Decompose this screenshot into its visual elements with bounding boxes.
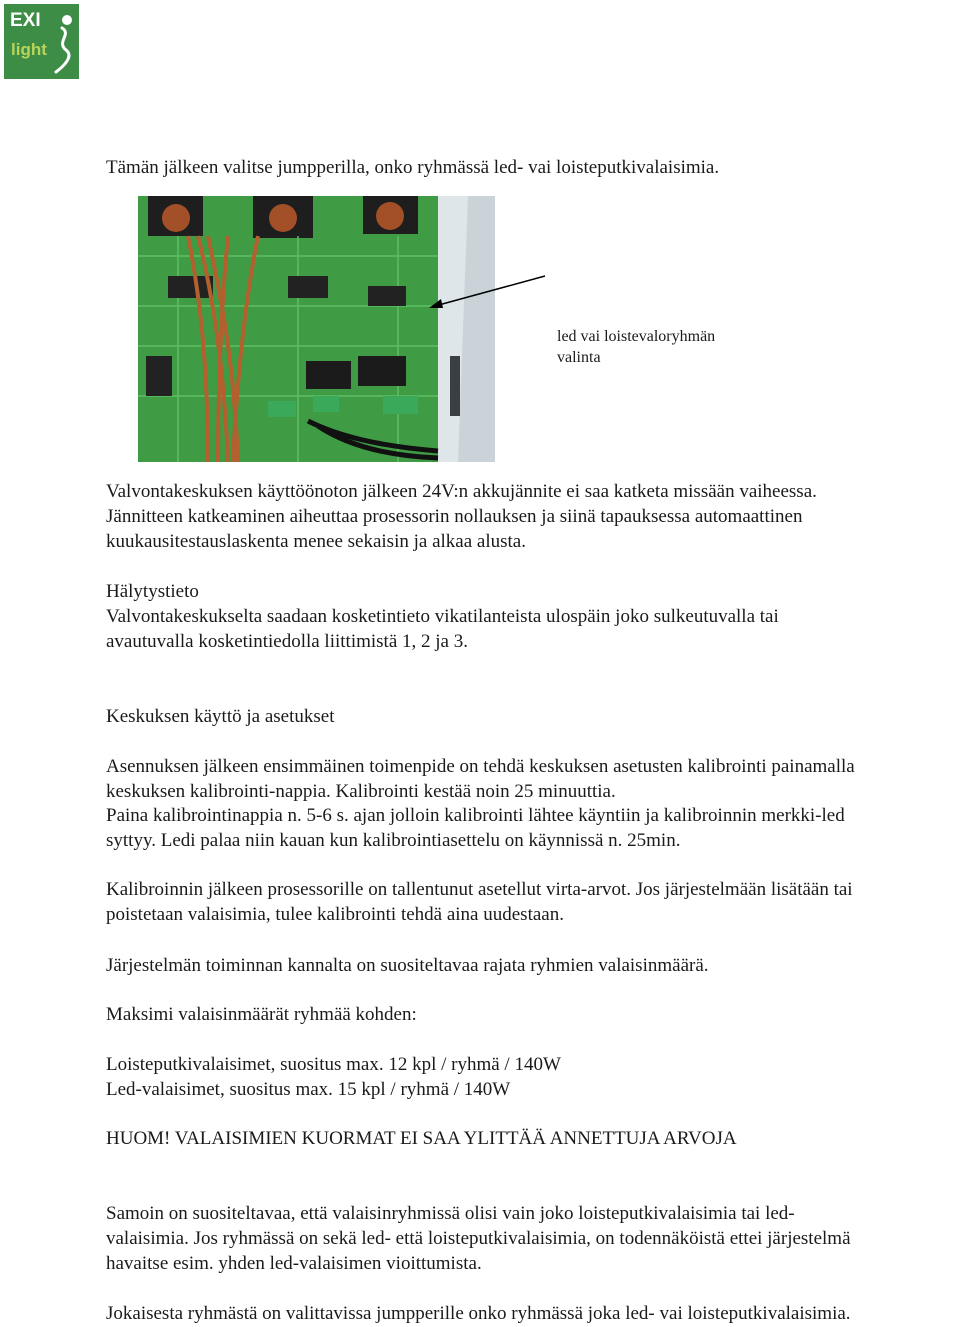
paragraph-line: Asennuksen jälkeen ensimmäinen toimenpide on tehdä keskuksen asetusten kalibrointi painamalla — [106, 756, 855, 777]
logo-dot — [62, 15, 72, 25]
paragraph-line: Valvontakeskukselta saadaan kosketintieto vikatilanteista ulospäin joko sulkeutuvalla tai — [106, 606, 779, 627]
paragraph-line: Järjestelmän toiminnan kannalta on suositeltavaa rajata ryhmien valaisinmäärä. — [106, 955, 709, 976]
logo-word-exi: EXI — [10, 10, 41, 31]
paragraph-line: Maksimi valaisinmäärät ryhmää kohden: — [106, 1004, 417, 1025]
section-heading-usage: Keskuksen käyttö ja asetukset — [106, 706, 335, 727]
paragraph-line: avautuvalla kosketintiedolla liittimistä 1, 2 ja 3. — [106, 631, 468, 652]
paragraph-line: Paina kalibrointinappia n. 5-6 s. ajan jolloin kalibrointi lähtee käyntiin ja kalibroinnin merkki-led — [106, 805, 845, 826]
paragraph-line: Kalibroinnin jälkeen prosessorille on tallentunut asetellut virta-arvot. Jos järjestelmään lisätään tai — [106, 879, 853, 900]
paragraph-line: Samoin on suositeltavaa, että valaisinryhmissä olisi vain joko loisteputkivalaisimia tai led- — [106, 1203, 795, 1224]
limit-line-led: Led-valaisimet, suositus max. 15 kpl / ryhmä / 140W — [106, 1079, 511, 1100]
limit-line-fluorescent: Loisteputkivalaisimet, suositus max. 12 kpl / ryhmä / 140W — [106, 1054, 561, 1075]
exi-light-logo — [4, 4, 79, 79]
paragraph-line: keskuksen kalibrointi-nappia. Kalibrointi kestää noin 25 minuuttia. — [106, 781, 616, 802]
section-heading-alarm: Hälytystieto — [106, 581, 199, 602]
paragraph-line: havaitse esim. yhden led-valaisimen vioittumista. — [106, 1253, 482, 1274]
paragraph-line: kuukausitestauslaskenta menee sekaisin ja alkaa alusta. — [106, 531, 526, 552]
paragraph-line: Valvontakeskuksen käyttöönoton jälkeen 24V:n akkujännite ei saa katketa missään vaiheessa. — [106, 481, 817, 502]
circuit-board-photo — [138, 196, 495, 462]
photo-caption-line1: led vai loistevaloryhmän — [557, 328, 716, 345]
paragraph-line: syttyy. Ledi palaa niin kauan kun kalibrointiasettelu on käynnissä n. 25min. — [106, 830, 681, 851]
pointer-arrow — [425, 270, 550, 315]
paragraph-line: Jännitteen katkeaminen aiheuttaa prosessorin nollauksen ja siinä tapauksessa automaattinen — [106, 506, 803, 527]
logo-swirl-icon — [52, 26, 78, 76]
photo-caption-line2: valinta — [557, 349, 601, 366]
paragraph-line: Jokaisesta ryhmästä on valittavissa jumpperille onko ryhmässä joka led- vai loisteputkivalaisimia. — [106, 1303, 851, 1324]
photo-caption — [557, 326, 715, 368]
intro-line: Tämän jälkeen valitse jumpperilla, onko ryhmässä led- vai loisteputkivalaisimia. — [106, 157, 720, 178]
warning-line: HUOM! VALAISIMIEN KUORMAT EI SAA YLITTÄÄ ANNETTUJA ARVOJA — [106, 1128, 737, 1149]
paragraph-line: valaisimia. Jos ryhmässä on sekä led- että loisteputkivalaisimia, on todennäköistä ettei järjestelmä — [106, 1228, 851, 1249]
logo-word-light: light — [11, 40, 47, 59]
paragraph-line: poistetaan valaisimia, tulee kalibrointi tehdä aina uudestaan. — [106, 904, 564, 925]
